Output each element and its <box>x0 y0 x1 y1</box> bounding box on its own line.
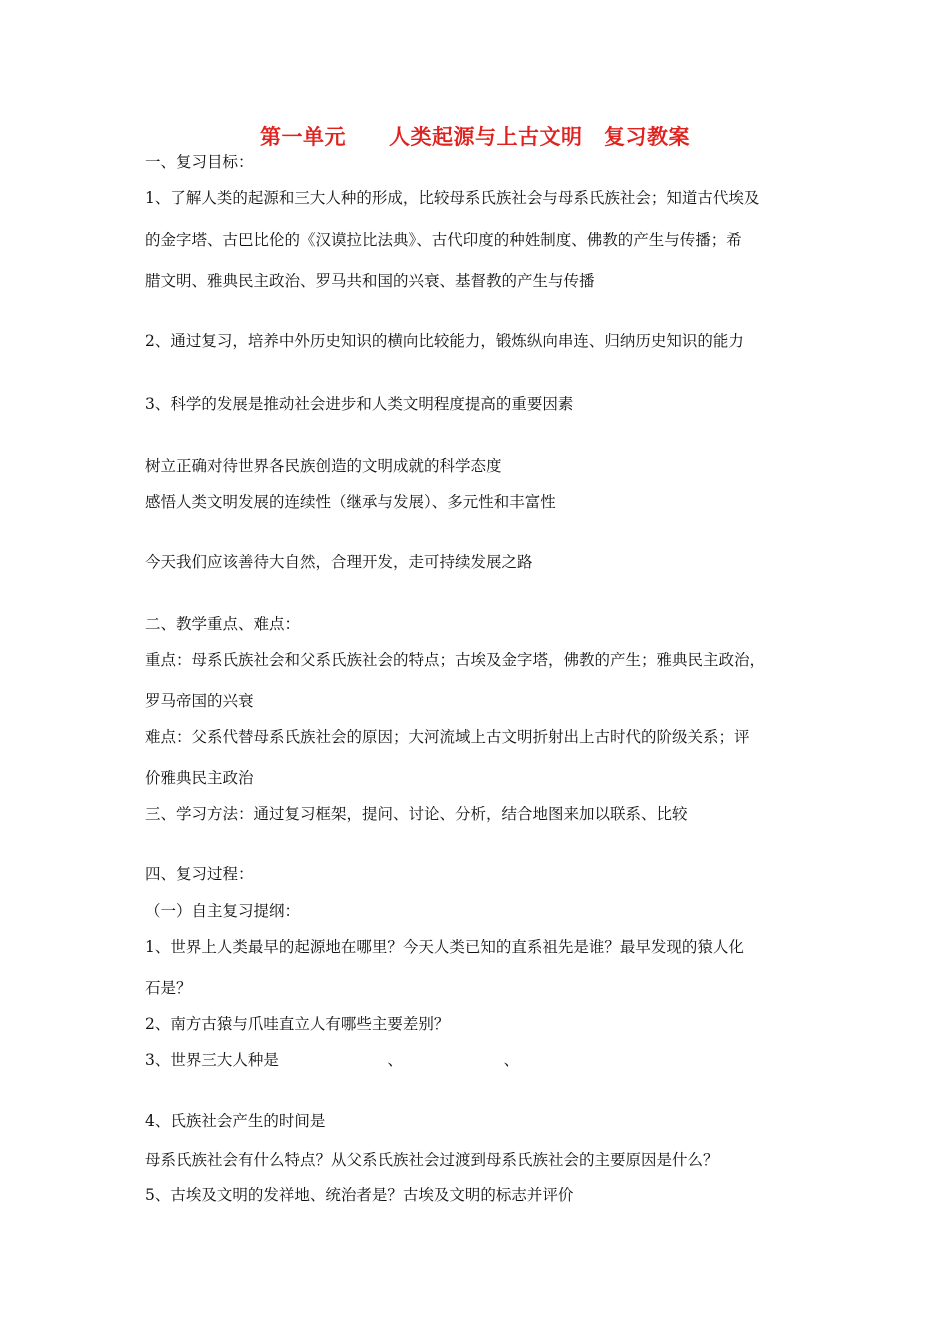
section-heading-methods: 三、学习方法：通过复习框架，提问、讨论、分析，结合地图来加以联系、比较 <box>145 805 688 823</box>
section-heading-key-points: 二、教学重点、难点： <box>145 615 301 633</box>
question-line: 4、氏族社会产生的时间是 <box>145 1112 326 1130</box>
subsection-heading: （一）自主复习提纲： <box>145 902 301 920</box>
question-line: 5、古埃及文明的发祥地、统治者是？古埃及文明的标志并评价 <box>145 1186 574 1204</box>
paragraph-line: 1、了解人类的起源和三大人种的形成，比较母系氏族社会与母系氏族社会；知道古代埃及 <box>145 189 760 207</box>
question-line: 2、南方古猿与爪哇直立人有哪些主要差别？ <box>145 1015 450 1033</box>
paragraph-line: 价雅典民主政治 <box>145 769 254 787</box>
paragraph-line: 树立正确对待世界各民族创造的文明成就的科学态度 <box>145 457 502 475</box>
question-line: 母系氏族社会有什么特点？从父系氏族社会过渡到母系氏族社会的主要原因是什么？ <box>145 1151 719 1169</box>
paragraph-line: 重点：母系氏族社会和父系氏族社会的特点；古埃及金字塔，佛教的产生；雅典民主政治， <box>145 651 766 669</box>
question-line: 3、世界三大人种是 、 、 <box>145 1051 589 1069</box>
paragraph-line: 感悟人类文明发展的连续性（继承与发展）、多元性和丰富性 <box>145 493 556 511</box>
question-line: 1、世界上人类最早的起源地在哪里？今天人类已知的直系祖先是谁？最早发现的猿人化 <box>145 938 744 956</box>
paragraph-line: 3、科学的发展是推动社会进步和人类文明程度提高的重要因素 <box>145 395 574 413</box>
paragraph-line: 今天我们应该善待大自然，合理开发，走可持续发展之路 <box>145 553 533 571</box>
paragraph-line: 2、通过复习，培养中外历史知识的横向比较能力，锻炼纵向串连、归纳历史知识的能力 <box>145 332 744 350</box>
question-line: 石是？ <box>145 979 192 997</box>
section-heading-process: 四、复习过程： <box>145 865 254 883</box>
paragraph-line: 罗马帝国的兴衰 <box>145 692 254 710</box>
paragraph-line: 难点：父系代替母系氏族社会的原因；大河流域上古文明折射出上古时代的阶级关系；评 <box>145 728 750 746</box>
paragraph-line: 的金字塔、古巴比伦的《汉谟拉比法典》、古代印度的种姓制度、佛教的产生与传播；希 <box>145 231 742 249</box>
document-title: 第一单元 人类起源与上古文明 复习教案 <box>260 125 690 149</box>
section-heading-goals: 一、复习目标： <box>145 153 254 171</box>
paragraph-line: 腊文明、雅典民主政治、罗马共和国的兴衰、基督教的产生与传播 <box>145 272 595 290</box>
